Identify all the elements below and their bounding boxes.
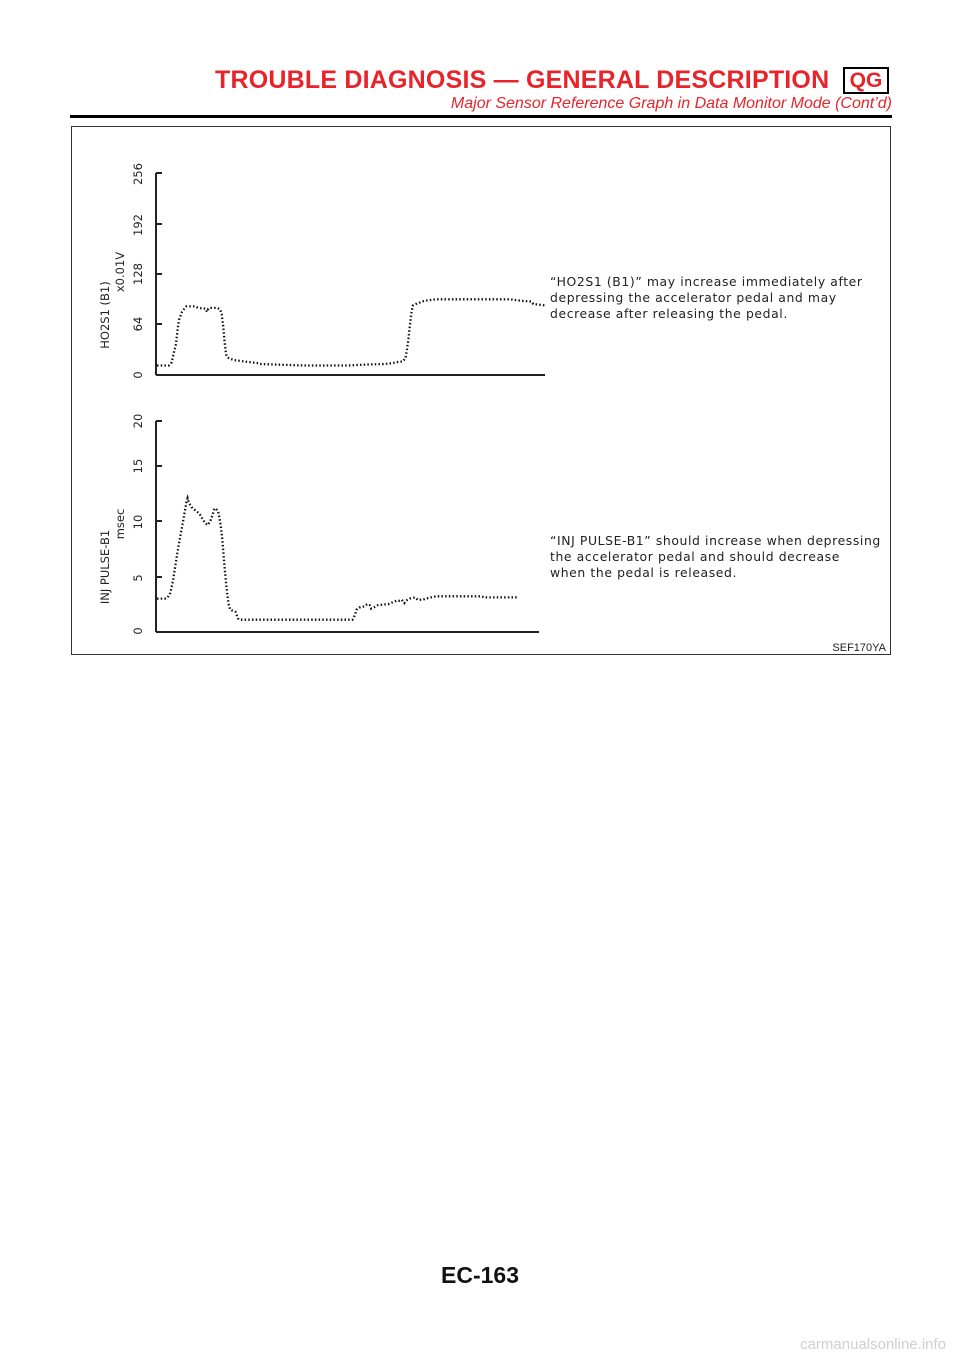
engine-code-badge: QG <box>843 67 889 94</box>
ho2s1-tick-label-64: 64 <box>131 316 145 332</box>
ho2s1-tick-label-0: 0 <box>131 371 145 379</box>
ho2s1-note-line: depressing the accelerator pedal and may <box>550 290 837 305</box>
inj-unit-label: msec <box>113 508 127 540</box>
inj-tick-label-0: 0 <box>131 627 145 635</box>
ho2s1-note <box>550 274 863 322</box>
inj-pulse-trace <box>157 498 519 620</box>
figure-code: SEF170YA <box>832 642 886 654</box>
page-header-title: TROUBLE DIAGNOSIS — GENERAL DESCRIPTION <box>215 66 830 94</box>
header-divider <box>70 115 892 118</box>
ho2s1-trace <box>157 299 547 365</box>
inj-tick-label-10: 10 <box>131 514 145 530</box>
inj-tick-label-15: 15 <box>131 458 145 474</box>
ho2s1-note-line: decrease after releasing the pedal. <box>550 306 788 321</box>
ho2s1-tick-label-192: 192 <box>131 214 145 236</box>
inj-tick-label-20: 20 <box>131 413 145 429</box>
ho2s1-unit-label: x0.01V <box>113 251 127 293</box>
ho2s1-note-line: “HO2S1 (B1)” may increase immediately after <box>550 274 863 289</box>
ho2s1-chart <box>98 163 547 379</box>
ho2s1-tick-label-256: 256 <box>131 163 145 185</box>
ho2s1-tick-label-128: 128 <box>131 263 145 285</box>
inj-note-line: the accelerator pedal and should decrease <box>550 549 840 564</box>
inj-note-line: when the pedal is released. <box>550 565 738 580</box>
page-header-subtitle: Major Sensor Reference Graph in Data Monitor Mode (Cont’d) <box>450 95 892 112</box>
figure-box <box>71 126 891 655</box>
page-number: EC-163 <box>441 1262 519 1288</box>
inj-pulse-note <box>550 533 881 581</box>
ho2s1-y-label: HO2S1 (B1) <box>98 281 112 349</box>
inj-tick-label-5: 5 <box>131 574 145 582</box>
inj-pulse-chart <box>98 414 539 635</box>
site-watermark: carmanualsonline.info <box>800 1336 946 1353</box>
inj-y-label: INJ PULSE-B1 <box>98 529 112 605</box>
inj-note-line: “INJ PULSE-B1” should increase when depressing <box>550 533 881 548</box>
